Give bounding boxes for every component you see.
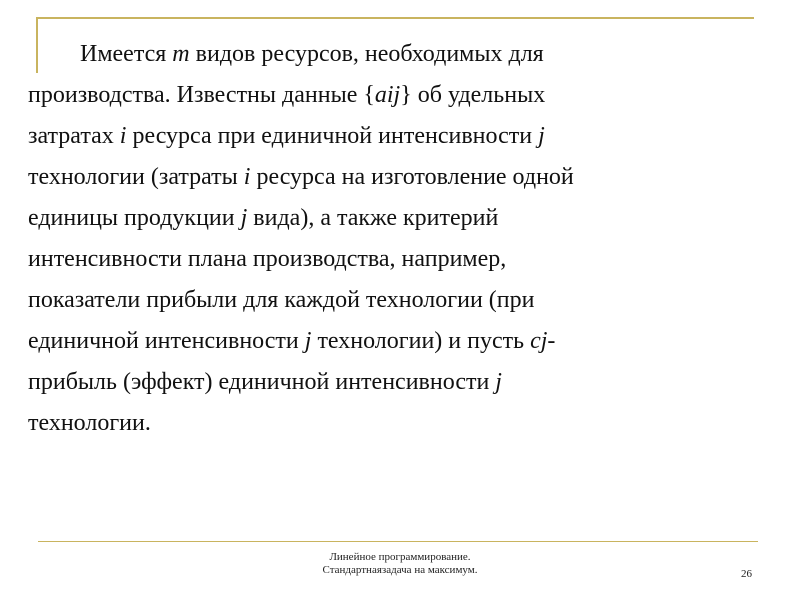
paragraph-line: [28, 157, 748, 198]
footer-caption: [0, 551, 800, 577]
paragraph-line: [28, 198, 748, 239]
text-run: затратах: [28, 123, 120, 149]
text-run: Имеется: [80, 41, 173, 67]
text-run: технологии) и пусть: [311, 328, 531, 354]
paragraph-line: [28, 321, 748, 362]
page-number: 26: [741, 568, 752, 580]
footer-line-1: Линейное программирование.: [329, 551, 471, 563]
paragraph-line: [28, 403, 748, 444]
text-run: ресурса при единичной интенсивности: [126, 123, 539, 149]
italic-variable: cj: [530, 328, 548, 354]
paragraph-line: [28, 116, 748, 157]
italic-variable: aij: [374, 82, 401, 108]
text-run: прибыль (эффект) единичной интенсивности: [28, 369, 496, 395]
text-run: показатели прибыли для каждой технологии (при: [28, 287, 535, 313]
text-run: видов ресурсов, необходимых для: [189, 41, 544, 67]
text-run: производства. Известны данные {: [28, 82, 375, 108]
top-decorative-rule: [36, 17, 754, 19]
paragraph-line: [28, 280, 748, 321]
footer-line-2: Стандартнаязадача на максимум.: [322, 564, 478, 576]
italic-variable: j: [304, 328, 312, 354]
text-run: интенсивности плана производства, например,: [28, 246, 507, 272]
text-run: вида), а также критерий: [247, 205, 499, 231]
paragraph-line: [28, 75, 748, 116]
text-run: единичной интенсивности: [28, 328, 305, 354]
italic-variable: i: [243, 164, 251, 190]
slide-paragraph: [28, 34, 748, 444]
text-run: } об удельных: [400, 82, 546, 108]
text-run: единицы продукции: [28, 205, 241, 231]
italic-variable: j: [240, 205, 248, 231]
text-run: ресурса на изготовление одной: [250, 164, 574, 190]
paragraph-line: [28, 34, 748, 75]
italic-variable: j: [538, 123, 545, 149]
text-run: технологии (затраты: [28, 164, 244, 190]
text-run: технологии.: [28, 410, 151, 436]
paragraph-line: [28, 362, 748, 403]
italic-variable: j: [495, 369, 502, 395]
footer-rule: [38, 541, 758, 542]
italic-variable: m: [172, 41, 190, 67]
text-run: -: [547, 328, 556, 354]
italic-variable: i: [119, 123, 127, 149]
paragraph-line: [28, 239, 748, 280]
